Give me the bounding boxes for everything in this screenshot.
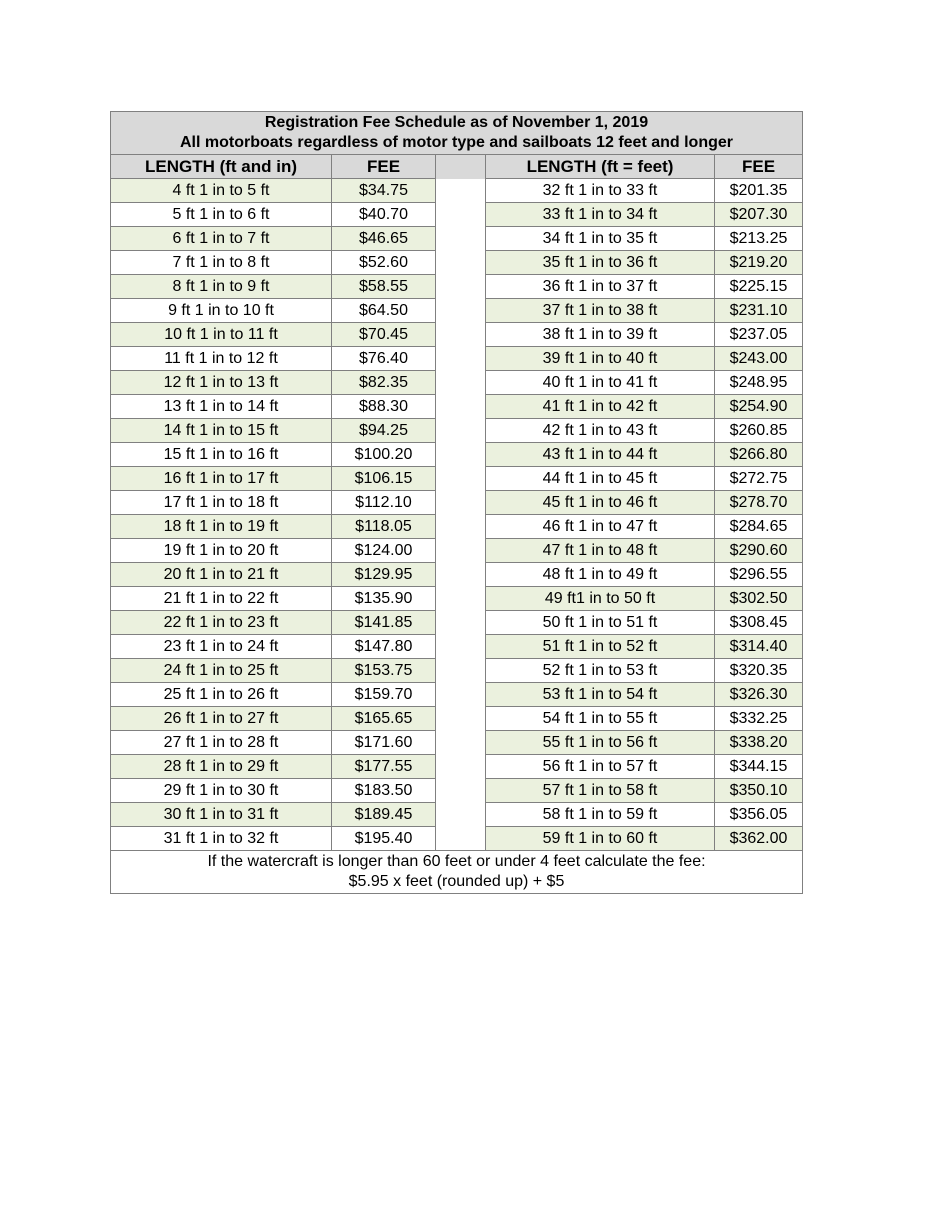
right-length-cell: 35 ft 1 in to 36 ft	[486, 251, 715, 275]
left-fee-cell: $112.10	[332, 491, 436, 515]
table-row	[111, 611, 803, 635]
table-row	[111, 491, 803, 515]
left-fee-cell: $118.05	[332, 515, 436, 539]
right-length-cell: 33 ft 1 in to 34 ft	[486, 203, 715, 227]
gap-cell	[436, 203, 486, 227]
right-fee-cell: $344.15	[715, 755, 803, 779]
right-length-cell: 59 ft 1 in to 60 ft	[486, 827, 715, 851]
left-length-cell: 21 ft 1 in to 22 ft	[111, 587, 332, 611]
header-gap	[436, 155, 486, 179]
right-length-cell: 49 ft1 in to 50 ft	[486, 587, 715, 611]
left-fee-cell: $82.35	[332, 371, 436, 395]
table-row	[111, 587, 803, 611]
left-fee-cell: $124.00	[332, 539, 436, 563]
table-row	[111, 251, 803, 275]
right-length-cell: 38 ft 1 in to 39 ft	[486, 323, 715, 347]
left-fee-cell: $76.40	[332, 347, 436, 371]
left-fee-cell: $58.55	[332, 275, 436, 299]
right-length-cell: 56 ft 1 in to 57 ft	[486, 755, 715, 779]
right-length-cell: 55 ft 1 in to 56 ft	[486, 731, 715, 755]
gap-cell	[436, 467, 486, 491]
gap-cell	[436, 515, 486, 539]
left-length-cell: 8 ft 1 in to 9 ft	[111, 275, 332, 299]
gap-cell	[436, 611, 486, 635]
right-length-cell: 43 ft 1 in to 44 ft	[486, 443, 715, 467]
left-fee-cell: $88.30	[332, 395, 436, 419]
left-length-cell: 27 ft 1 in to 28 ft	[111, 731, 332, 755]
table-row	[111, 707, 803, 731]
table-row	[111, 227, 803, 251]
right-fee-cell: $254.90	[715, 395, 803, 419]
gap-cell	[436, 347, 486, 371]
gap-cell	[436, 707, 486, 731]
table-row	[111, 683, 803, 707]
right-fee-cell: $231.10	[715, 299, 803, 323]
left-length-cell: 12 ft 1 in to 13 ft	[111, 371, 332, 395]
right-fee-cell: $338.20	[715, 731, 803, 755]
left-length-cell: 30 ft 1 in to 31 ft	[111, 803, 332, 827]
left-length-cell: 9 ft 1 in to 10 ft	[111, 299, 332, 323]
gap-cell	[436, 779, 486, 803]
right-fee-cell: $243.00	[715, 347, 803, 371]
table-row	[111, 203, 803, 227]
table-row	[111, 443, 803, 467]
title-line-1: Registration Fee Schedule as of November 1, 2019	[264, 114, 649, 131]
left-fee-cell: $100.20	[332, 443, 436, 467]
table-row	[111, 323, 803, 347]
left-length-cell: 13 ft 1 in to 14 ft	[111, 395, 332, 419]
right-length-cell: 44 ft 1 in to 45 ft	[486, 467, 715, 491]
title-row	[111, 112, 803, 155]
right-length-cell: 54 ft 1 in to 55 ft	[486, 707, 715, 731]
left-fee-cell: $94.25	[332, 419, 436, 443]
left-fee-cell: $147.80	[332, 635, 436, 659]
left-length-cell: 31 ft 1 in to 32 ft	[111, 827, 332, 851]
table-footer	[111, 851, 803, 894]
gap-cell	[436, 443, 486, 467]
left-length-cell: 25 ft 1 in to 26 ft	[111, 683, 332, 707]
table-row	[111, 563, 803, 587]
table-row	[111, 467, 803, 491]
left-length-cell: 26 ft 1 in to 27 ft	[111, 707, 332, 731]
table-title	[111, 112, 803, 155]
left-length-cell: 22 ft 1 in to 23 ft	[111, 611, 332, 635]
right-length-cell: 47 ft 1 in to 48 ft	[486, 539, 715, 563]
left-length-cell: 10 ft 1 in to 11 ft	[111, 323, 332, 347]
right-fee-cell: $356.05	[715, 803, 803, 827]
right-length-cell: 48 ft 1 in to 49 ft	[486, 563, 715, 587]
left-length-cell: 16 ft 1 in to 17 ft	[111, 467, 332, 491]
right-fee-cell: $225.15	[715, 275, 803, 299]
right-length-cell: 41 ft 1 in to 42 ft	[486, 395, 715, 419]
right-fee-cell: $362.00	[715, 827, 803, 851]
right-length-cell: 50 ft 1 in to 51 ft	[486, 611, 715, 635]
right-length-cell: 39 ft 1 in to 40 ft	[486, 347, 715, 371]
left-fee-cell: $195.40	[332, 827, 436, 851]
header-right-length: LENGTH (ft = feet)	[486, 155, 715, 179]
table-row	[111, 635, 803, 659]
right-length-cell: 57 ft 1 in to 58 ft	[486, 779, 715, 803]
right-fee-cell: $308.45	[715, 611, 803, 635]
gap-cell	[436, 755, 486, 779]
table-row	[111, 539, 803, 563]
right-length-cell: 34 ft 1 in to 35 ft	[486, 227, 715, 251]
left-length-cell: 24 ft 1 in to 25 ft	[111, 659, 332, 683]
right-fee-cell: $296.55	[715, 563, 803, 587]
table-row	[111, 827, 803, 851]
gap-cell	[436, 179, 486, 203]
right-fee-cell: $326.30	[715, 683, 803, 707]
left-fee-cell: $46.65	[332, 227, 436, 251]
left-length-cell: 15 ft 1 in to 16 ft	[111, 443, 332, 467]
left-length-cell: 18 ft 1 in to 19 ft	[111, 515, 332, 539]
left-fee-cell: $153.75	[332, 659, 436, 683]
left-length-cell: 11 ft 1 in to 12 ft	[111, 347, 332, 371]
left-fee-cell: $129.95	[332, 563, 436, 587]
right-fee-cell: $207.30	[715, 203, 803, 227]
header-right-fee: FEE	[715, 155, 803, 179]
right-fee-cell: $332.25	[715, 707, 803, 731]
right-fee-cell: $278.70	[715, 491, 803, 515]
gap-cell	[436, 419, 486, 443]
right-length-cell: 51 ft 1 in to 52 ft	[486, 635, 715, 659]
right-fee-cell: $213.25	[715, 227, 803, 251]
right-length-cell: 32 ft 1 in to 33 ft	[486, 179, 715, 203]
left-fee-cell: $171.60	[332, 731, 436, 755]
left-length-cell: 23 ft 1 in to 24 ft	[111, 635, 332, 659]
left-length-cell: 14 ft 1 in to 15 ft	[111, 419, 332, 443]
right-length-cell: 45 ft 1 in to 46 ft	[486, 491, 715, 515]
table-row	[111, 395, 803, 419]
left-length-cell: 7 ft 1 in to 8 ft	[111, 251, 332, 275]
gap-cell	[436, 659, 486, 683]
right-fee-cell: $320.35	[715, 659, 803, 683]
gap-cell	[436, 539, 486, 563]
right-length-cell: 58 ft 1 in to 59 ft	[486, 803, 715, 827]
gap-cell	[436, 251, 486, 275]
left-fee-cell: $135.90	[332, 587, 436, 611]
footer-line-1: If the watercraft is longer than 60 feet or under 4 feet calculate the fee:	[207, 853, 706, 870]
gap-cell	[436, 563, 486, 587]
gap-cell	[436, 827, 486, 851]
table-row	[111, 299, 803, 323]
right-fee-cell: $219.20	[715, 251, 803, 275]
gap-cell	[436, 299, 486, 323]
right-length-cell: 52 ft 1 in to 53 ft	[486, 659, 715, 683]
gap-cell	[436, 371, 486, 395]
table-row	[111, 755, 803, 779]
left-fee-cell: $177.55	[332, 755, 436, 779]
left-length-cell: 19 ft 1 in to 20 ft	[111, 539, 332, 563]
right-fee-cell: $314.40	[715, 635, 803, 659]
table-row	[111, 179, 803, 203]
left-length-cell: 28 ft 1 in to 29 ft	[111, 755, 332, 779]
left-fee-cell: $183.50	[332, 779, 436, 803]
left-fee-cell: $64.50	[332, 299, 436, 323]
left-fee-cell: $141.85	[332, 611, 436, 635]
right-fee-cell: $266.80	[715, 443, 803, 467]
left-fee-cell: $189.45	[332, 803, 436, 827]
table-row	[111, 659, 803, 683]
gap-cell	[436, 227, 486, 251]
left-length-cell: 5 ft 1 in to 6 ft	[111, 203, 332, 227]
table-row	[111, 731, 803, 755]
right-fee-cell: $201.35	[715, 179, 803, 203]
gap-cell	[436, 395, 486, 419]
gap-cell	[436, 323, 486, 347]
gap-cell	[436, 491, 486, 515]
left-fee-cell: $159.70	[332, 683, 436, 707]
right-length-cell: 40 ft 1 in to 41 ft	[486, 371, 715, 395]
title-line-2: All motorboats regardless of motor type and sailboats 12 feet and longer	[180, 134, 733, 151]
left-fee-cell: $34.75	[332, 179, 436, 203]
right-fee-cell: $260.85	[715, 419, 803, 443]
table-row	[111, 803, 803, 827]
right-length-cell: 37 ft 1 in to 38 ft	[486, 299, 715, 323]
left-length-cell: 29 ft 1 in to 30 ft	[111, 779, 332, 803]
right-length-cell: 36 ft 1 in to 37 ft	[486, 275, 715, 299]
right-fee-cell: $350.10	[715, 779, 803, 803]
table-row	[111, 371, 803, 395]
left-length-cell: 17 ft 1 in to 18 ft	[111, 491, 332, 515]
gap-cell	[436, 635, 486, 659]
left-fee-cell: $52.60	[332, 251, 436, 275]
right-fee-cell: $248.95	[715, 371, 803, 395]
header-row	[111, 155, 803, 179]
left-length-cell: 20 ft 1 in to 21 ft	[111, 563, 332, 587]
right-fee-cell: $302.50	[715, 587, 803, 611]
gap-cell	[436, 731, 486, 755]
gap-cell	[436, 803, 486, 827]
gap-cell	[436, 683, 486, 707]
left-fee-cell: $165.65	[332, 707, 436, 731]
right-length-cell: 53 ft 1 in to 54 ft	[486, 683, 715, 707]
footer-row	[111, 851, 803, 894]
footer-line-2: $5.95 x feet (rounded up) + $5	[348, 873, 565, 890]
header-left-fee: FEE	[332, 155, 436, 179]
right-length-cell: 42 ft 1 in to 43 ft	[486, 419, 715, 443]
right-fee-cell: $272.75	[715, 467, 803, 491]
right-fee-cell: $290.60	[715, 539, 803, 563]
fee-schedule-table	[110, 111, 803, 894]
left-fee-cell: $70.45	[332, 323, 436, 347]
table-row	[111, 419, 803, 443]
fee-rows	[111, 179, 803, 851]
table-row	[111, 515, 803, 539]
right-fee-cell: $237.05	[715, 323, 803, 347]
left-length-cell: 4 ft 1 in to 5 ft	[111, 179, 332, 203]
gap-cell	[436, 587, 486, 611]
right-fee-cell: $284.65	[715, 515, 803, 539]
gap-cell	[436, 275, 486, 299]
right-length-cell: 46 ft 1 in to 47 ft	[486, 515, 715, 539]
left-fee-cell: $40.70	[332, 203, 436, 227]
table-row	[111, 275, 803, 299]
header-left-length: LENGTH (ft and in)	[111, 155, 332, 179]
table-row	[111, 347, 803, 371]
left-length-cell: 6 ft 1 in to 7 ft	[111, 227, 332, 251]
table-row	[111, 779, 803, 803]
left-fee-cell: $106.15	[332, 467, 436, 491]
